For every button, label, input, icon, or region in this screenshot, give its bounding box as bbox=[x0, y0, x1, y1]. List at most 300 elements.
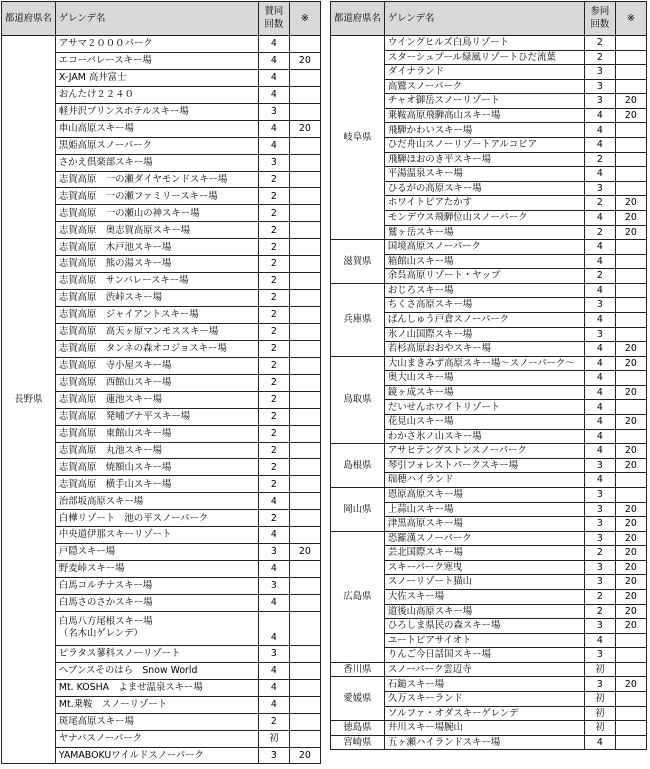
resort-name-cell: アサマ２０００パーク bbox=[55, 36, 258, 53]
count-cell: 3 bbox=[584, 458, 615, 473]
resort-header: ゲレンデ名 bbox=[55, 2, 258, 36]
count-cell: 4 bbox=[258, 52, 289, 69]
note-cell bbox=[289, 340, 320, 357]
note-cell bbox=[289, 459, 320, 476]
count-cell: 2 bbox=[258, 323, 289, 340]
note-cell bbox=[615, 371, 646, 386]
table-row bbox=[331, 531, 647, 546]
resort-name-cell: 白樺リゾート 池の平スノーパーク bbox=[55, 510, 258, 527]
table-row bbox=[331, 283, 647, 298]
count-cell: 初 bbox=[584, 706, 615, 721]
resort-name-cell: YAMABOKUワイルドスノーパーク bbox=[55, 747, 258, 764]
resort-name-cell: 志賀高原 ジャイアントスキー場 bbox=[55, 307, 258, 324]
count-cell: 4 bbox=[258, 527, 289, 544]
resort-name-cell: 飛騨ほおのき平スキー場 bbox=[384, 152, 584, 167]
note-cell bbox=[289, 730, 320, 747]
note-cell bbox=[615, 735, 646, 750]
resort-name-cell: 志賀高原 西館山スキー場 bbox=[55, 374, 258, 391]
count-header: 参同 回数 bbox=[584, 2, 615, 36]
header-row bbox=[2, 2, 321, 36]
prefecture-header: 都道府県名 bbox=[331, 2, 385, 36]
table-row bbox=[331, 36, 647, 51]
note-cell bbox=[289, 36, 320, 53]
count-cell: 4 bbox=[584, 342, 615, 357]
left-resort-table bbox=[1, 1, 321, 764]
note-cell bbox=[289, 323, 320, 340]
count-cell: 3 bbox=[584, 487, 615, 502]
note-cell bbox=[289, 86, 320, 103]
note-cell: 20 bbox=[615, 517, 646, 532]
count-cell: 4 bbox=[584, 473, 615, 488]
note-cell bbox=[289, 137, 320, 154]
resort-name-cell: 鷲ヶ岳スキー場 bbox=[384, 225, 584, 240]
resort-name-cell: 志賀高原 熊の湯スキー場 bbox=[55, 256, 258, 273]
resort-name-cell: 若杉高原おおやスキー場 bbox=[384, 342, 584, 357]
resort-name-cell: スノーパーク雲辺寺 bbox=[384, 662, 584, 677]
note-cell bbox=[615, 254, 646, 269]
note-cell bbox=[289, 222, 320, 239]
count-cell: 4 bbox=[584, 123, 615, 138]
resort-name-cell: 志賀高原 丸池スキー場 bbox=[55, 442, 258, 459]
resort-name-cell: スノーリゾート猫山 bbox=[384, 575, 584, 590]
note-cell bbox=[615, 327, 646, 342]
note-cell: 20 bbox=[615, 108, 646, 123]
count-cell: 4 bbox=[258, 493, 289, 510]
count-cell: 4 bbox=[258, 120, 289, 137]
note-cell bbox=[289, 188, 320, 205]
resort-name-cell: チャオ御岳スノーリゾート bbox=[384, 94, 584, 109]
count-cell: 2 bbox=[258, 476, 289, 493]
count-cell: 2 bbox=[258, 188, 289, 205]
note-cell bbox=[615, 283, 646, 298]
resort-name-cell: ヘブンスそのはら Snow World bbox=[55, 662, 258, 679]
count-cell: 3 bbox=[258, 578, 289, 595]
resort-name-cell: 志賀高原 高天ヶ原マンモススキー場 bbox=[55, 323, 258, 340]
count-cell: 4 bbox=[584, 385, 615, 400]
count-cell: 4 bbox=[584, 415, 615, 430]
count-cell: 4 bbox=[258, 69, 289, 86]
table-row bbox=[331, 444, 647, 459]
note-cell: 20 bbox=[615, 342, 646, 357]
count-cell: 4 bbox=[584, 633, 615, 648]
count-cell: 3 bbox=[584, 94, 615, 109]
resort-name-cell: さかえ倶楽部スキー場 bbox=[55, 154, 258, 171]
count-cell: 2 bbox=[584, 604, 615, 619]
count-cell: 2 bbox=[584, 36, 615, 51]
resort-name-cell: 志賀高原 一の瀬山の神スキー場 bbox=[55, 205, 258, 222]
note-cell bbox=[615, 487, 646, 502]
count-cell: 2 bbox=[258, 256, 289, 273]
note-cell bbox=[289, 290, 320, 307]
resort-name-cell: 恐羅漢スノーパーク bbox=[384, 531, 584, 546]
resort-name-cell: ピラタス蓼科スノーリゾート bbox=[55, 645, 258, 662]
note-cell bbox=[615, 662, 646, 677]
resort-name-cell: 国境高原スノーパーク bbox=[384, 240, 584, 255]
resort-name-cell: 氷ノ山国際スキー場 bbox=[384, 327, 584, 342]
right-resort-table bbox=[330, 1, 647, 750]
count-cell: 2 bbox=[258, 307, 289, 324]
resort-name-cell: 志賀高原 発哺ブナ平スキー場 bbox=[55, 408, 258, 425]
count-cell: 2 bbox=[584, 589, 615, 604]
count-cell: 2 bbox=[584, 50, 615, 65]
prefecture-header: 都道府県名 bbox=[2, 2, 56, 36]
note-cell bbox=[615, 181, 646, 196]
count-cell: 3 bbox=[584, 619, 615, 634]
count-cell: 4 bbox=[584, 356, 615, 371]
note-cell bbox=[615, 648, 646, 663]
prefecture-cell: 広島県 bbox=[331, 531, 385, 662]
note-cell bbox=[289, 273, 320, 290]
note-cell bbox=[289, 357, 320, 374]
table-row bbox=[331, 487, 647, 502]
count-cell: 2 bbox=[258, 239, 289, 256]
resort-name-cell: 津黒高原スキー場 bbox=[384, 517, 584, 532]
count-cell: 4 bbox=[584, 444, 615, 459]
count-cell: 4 bbox=[584, 167, 615, 182]
table-row bbox=[331, 240, 647, 255]
resort-name-cell: 軽井沢プリンスホテルスキー場 bbox=[55, 103, 258, 120]
count-cell: 2 bbox=[584, 546, 615, 561]
count-cell: 2 bbox=[584, 225, 615, 240]
note-cell bbox=[289, 713, 320, 730]
resort-name-cell: 高鷲スノーパーク bbox=[384, 79, 584, 94]
resort-name-cell: 志賀高原 横手山スキー場 bbox=[55, 476, 258, 493]
resort-name-cell: アサヒテングストンスノーパーク bbox=[384, 444, 584, 459]
resort-name-cell: 琴引フォレストパークスキー場 bbox=[384, 458, 584, 473]
count-cell: 初 bbox=[584, 692, 615, 707]
note-cell bbox=[615, 706, 646, 721]
note-cell bbox=[615, 240, 646, 255]
resort-name-cell: 上蒜山スキー場 bbox=[384, 502, 584, 517]
resort-name-cell: 志賀高原 渋峠スキー場 bbox=[55, 290, 258, 307]
count-cell: 3 bbox=[258, 645, 289, 662]
prefecture-cell: 岐阜県 bbox=[331, 36, 385, 240]
count-cell: 3 bbox=[584, 79, 615, 94]
resort-name-cell: 石鎚スキー場 bbox=[384, 677, 584, 692]
note-cell: 20 bbox=[615, 560, 646, 575]
count-cell: 2 bbox=[258, 442, 289, 459]
count-cell: 3 bbox=[584, 298, 615, 313]
note-cell bbox=[289, 476, 320, 493]
resort-name-cell: ホワイトピアたかす bbox=[384, 196, 584, 211]
resort-name-cell: 白馬コルチナスキー場 bbox=[55, 578, 258, 595]
prefecture-cell: 滋賀県 bbox=[331, 240, 385, 284]
count-cell: 2 bbox=[258, 374, 289, 391]
note-cell bbox=[615, 473, 646, 488]
count-cell: 4 bbox=[584, 108, 615, 123]
note-cell bbox=[289, 594, 320, 611]
note-cell: 20 bbox=[615, 575, 646, 590]
resort-name-cell: 恩原高原スキー場 bbox=[384, 487, 584, 502]
count-cell: 3 bbox=[258, 544, 289, 561]
prefecture-cell: 徳島県 bbox=[331, 721, 385, 736]
resort-name-cell: 井川スキー場腕山 bbox=[384, 721, 584, 736]
count-cell: 4 bbox=[258, 36, 289, 53]
resort-name-cell: スキーパーク寒曳 bbox=[384, 560, 584, 575]
note-cell: 20 bbox=[289, 544, 320, 561]
resort-name-cell: ひろしま県民の森スキー場 bbox=[384, 619, 584, 634]
note-cell: 20 bbox=[289, 120, 320, 137]
prefecture-cell: 長野県 bbox=[2, 36, 56, 764]
count-cell: 2 bbox=[258, 357, 289, 374]
resort-name-cell: おんたけ２２４０ bbox=[55, 86, 258, 103]
resort-name-cell: 鏡ヶ成スキー場 bbox=[384, 385, 584, 400]
resort-name-cell: 車山高原スキー場 bbox=[55, 120, 258, 137]
note-cell: 20 bbox=[615, 589, 646, 604]
note-cell bbox=[615, 36, 646, 51]
resort-name-cell: 斑尾高原スキー場 bbox=[55, 713, 258, 730]
resort-name-cell: Mt.乗鞍 スノーリゾート bbox=[55, 696, 258, 713]
resort-name-cell: 白馬八方尾根スキー場 （名木山ゲレンデ） bbox=[55, 611, 258, 645]
count-cell: 初 bbox=[258, 730, 289, 747]
note-cell bbox=[289, 154, 320, 171]
count-cell: 2 bbox=[258, 510, 289, 527]
resort-name-cell: エコーバレースキー場 bbox=[55, 52, 258, 69]
resort-name-cell: 志賀高原 サンバレースキー場 bbox=[55, 273, 258, 290]
note-cell: 20 bbox=[615, 502, 646, 517]
note-cell: 20 bbox=[615, 531, 646, 546]
note-cell bbox=[615, 123, 646, 138]
resort-name-cell: ちくさ高原スキー場 bbox=[384, 298, 584, 313]
resort-name-cell: 余呉高原リゾート・ヤップ bbox=[384, 269, 584, 284]
count-cell: 4 bbox=[258, 561, 289, 578]
note-cell: 20 bbox=[615, 546, 646, 561]
resort-name-cell: 瑞穂ハイランド bbox=[384, 473, 584, 488]
count-cell: 2 bbox=[258, 459, 289, 476]
resort-name-cell: 芸北国際スキー場 bbox=[384, 546, 584, 561]
note-cell bbox=[615, 79, 646, 94]
note-cell bbox=[289, 493, 320, 510]
resort-name-cell: モンデウス飛騨位山スノーパーク bbox=[384, 210, 584, 225]
count-cell: 4 bbox=[584, 371, 615, 386]
count-cell: 4 bbox=[258, 86, 289, 103]
note-cell bbox=[289, 425, 320, 442]
count-cell: 2 bbox=[258, 171, 289, 188]
count-cell: 2 bbox=[258, 273, 289, 290]
count-cell: 2 bbox=[258, 290, 289, 307]
count-cell: 4 bbox=[258, 611, 289, 645]
table-row bbox=[2, 36, 321, 53]
note-cell bbox=[289, 239, 320, 256]
prefecture-cell: 鳥取県 bbox=[331, 356, 385, 443]
count-cell: 4 bbox=[258, 594, 289, 611]
count-cell: 2 bbox=[258, 713, 289, 730]
resort-name-cell: ひだ舟山スノーリゾートアルコピア bbox=[384, 138, 584, 153]
count-cell: 4 bbox=[584, 240, 615, 255]
count-cell: 3 bbox=[258, 103, 289, 120]
note-cell bbox=[615, 65, 646, 80]
resort-name-cell: 志賀高原 タンネの森オコジョスキー場 bbox=[55, 340, 258, 357]
count-cell: 4 bbox=[584, 210, 615, 225]
count-cell: 3 bbox=[584, 560, 615, 575]
note-cell: 20 bbox=[615, 677, 646, 692]
prefecture-cell: 愛媛県 bbox=[331, 677, 385, 721]
count-cell: 4 bbox=[584, 735, 615, 750]
resort-name-cell: 白馬さのさかスキー場 bbox=[55, 594, 258, 611]
count-header: 賛同 回数 bbox=[258, 2, 289, 36]
resort-name-cell: ひるがの高原スキー場 bbox=[384, 181, 584, 196]
count-cell: 4 bbox=[258, 137, 289, 154]
resort-name-cell: 治部坂高原スキー場 bbox=[55, 493, 258, 510]
resort-name-cell: りんご今日話国スキー場 bbox=[384, 648, 584, 663]
count-cell: 3 bbox=[584, 531, 615, 546]
resort-name-cell: 花見山スキー場 bbox=[384, 415, 584, 430]
note-cell bbox=[615, 721, 646, 736]
note-cell: 20 bbox=[615, 458, 646, 473]
count-cell: 3 bbox=[584, 181, 615, 196]
prefecture-cell: 岡山県 bbox=[331, 487, 385, 531]
prefecture-cell: 島根県 bbox=[331, 444, 385, 488]
resort-name-cell: 志賀高原 奥志賀高原スキー場 bbox=[55, 222, 258, 239]
table-row bbox=[331, 662, 647, 677]
resort-name-cell: 久万スキーランド bbox=[384, 692, 584, 707]
note-cell bbox=[289, 611, 320, 645]
note-cell bbox=[289, 391, 320, 408]
table-row bbox=[331, 721, 647, 736]
resort-name-cell: 志賀高原 東館山スキー場 bbox=[55, 425, 258, 442]
note-cell bbox=[615, 633, 646, 648]
note-cell bbox=[289, 307, 320, 324]
resort-name-cell: X-JAM 高井富士 bbox=[55, 69, 258, 86]
resort-name-cell: ウイングヒルズ白鳥リゾート bbox=[384, 36, 584, 51]
note-cell bbox=[615, 50, 646, 65]
count-cell: 4 bbox=[258, 662, 289, 679]
resort-name-cell: 中央道伊那スキーリゾート bbox=[55, 527, 258, 544]
note-cell bbox=[289, 662, 320, 679]
note-cell: 20 bbox=[615, 94, 646, 109]
table-row bbox=[331, 735, 647, 750]
note-header: ※ bbox=[615, 2, 646, 36]
count-cell: 3 bbox=[584, 65, 615, 80]
resort-name-cell: 道後山高原スキー場 bbox=[384, 604, 584, 619]
note-cell bbox=[289, 510, 320, 527]
note-cell bbox=[615, 298, 646, 313]
resort-name-cell: だいせんホワイトリゾート bbox=[384, 400, 584, 415]
note-cell bbox=[289, 256, 320, 273]
resort-name-cell: ユートピアサイオト bbox=[384, 633, 584, 648]
note-cell: 20 bbox=[615, 385, 646, 400]
note-cell bbox=[615, 312, 646, 327]
note-header: ※ bbox=[289, 2, 320, 36]
count-cell: 4 bbox=[584, 254, 615, 269]
count-cell: 初 bbox=[584, 721, 615, 736]
table-row bbox=[331, 356, 647, 371]
resort-name-cell: 箱館山スキー場 bbox=[384, 254, 584, 269]
resort-name-cell: 乗鞍高原飛騨高山スキー場 bbox=[384, 108, 584, 123]
count-cell: 3 bbox=[584, 327, 615, 342]
count-cell: 3 bbox=[258, 154, 289, 171]
note-cell: 20 bbox=[615, 604, 646, 619]
resort-name-cell: 志賀高原 木戸池スキー場 bbox=[55, 239, 258, 256]
count-cell: 3 bbox=[584, 575, 615, 590]
count-cell: 2 bbox=[258, 222, 289, 239]
resort-name-cell: 戸隠スキー場 bbox=[55, 544, 258, 561]
count-cell: 4 bbox=[258, 679, 289, 696]
resort-name-cell: おじろスキー場 bbox=[384, 283, 584, 298]
resort-name-cell: ヤナバスノーパーク bbox=[55, 730, 258, 747]
header-row bbox=[331, 2, 647, 36]
count-cell: 4 bbox=[584, 429, 615, 444]
table-row bbox=[331, 677, 647, 692]
resort-name-cell: Mt. KOSHA よませ温泉スキー場 bbox=[55, 679, 258, 696]
note-cell bbox=[289, 527, 320, 544]
note-cell: 20 bbox=[615, 196, 646, 211]
resort-name-cell: 志賀高原 蓮池スキー場 bbox=[55, 391, 258, 408]
note-cell bbox=[289, 679, 320, 696]
note-cell bbox=[289, 103, 320, 120]
resort-name-cell: 志賀高原 寺小屋スキー場 bbox=[55, 357, 258, 374]
resort-header: ゲレンデ名 bbox=[384, 2, 584, 36]
note-cell bbox=[615, 152, 646, 167]
note-cell bbox=[289, 408, 320, 425]
resort-name-cell: ばんしゅう戸倉スノーパーク bbox=[384, 312, 584, 327]
note-cell bbox=[615, 138, 646, 153]
count-cell: 4 bbox=[584, 312, 615, 327]
resort-name-cell: 志賀高原 一の瀬ダイヤモンドスキー場 bbox=[55, 171, 258, 188]
note-cell bbox=[615, 692, 646, 707]
note-cell bbox=[615, 400, 646, 415]
count-cell: 2 bbox=[258, 340, 289, 357]
note-cell: 20 bbox=[615, 444, 646, 459]
count-cell: 3 bbox=[584, 648, 615, 663]
count-cell: 3 bbox=[584, 502, 615, 517]
count-cell: 2 bbox=[584, 152, 615, 167]
count-cell: 2 bbox=[584, 269, 615, 284]
count-cell: 2 bbox=[258, 408, 289, 425]
prefecture-cell: 宮崎県 bbox=[331, 735, 385, 750]
count-cell: 4 bbox=[584, 400, 615, 415]
count-cell: 2 bbox=[584, 196, 615, 211]
resort-name-cell: 大佐スキー場 bbox=[384, 589, 584, 604]
count-cell: 4 bbox=[584, 283, 615, 298]
note-cell bbox=[289, 69, 320, 86]
count-cell: 3 bbox=[584, 517, 615, 532]
resort-name-cell: スターシュプール緑風リゾートひだ流葉 bbox=[384, 50, 584, 65]
note-cell bbox=[289, 645, 320, 662]
count-cell: 3 bbox=[258, 747, 289, 764]
note-cell: 20 bbox=[615, 210, 646, 225]
resort-name-cell: わかさ氷ノ山スキー場 bbox=[384, 429, 584, 444]
resort-name-cell: 平湯温泉スキー場 bbox=[384, 167, 584, 182]
resort-name-cell: 志賀高原 焼額山スキー場 bbox=[55, 459, 258, 476]
prefecture-cell: 兵庫県 bbox=[331, 283, 385, 356]
note-cell bbox=[615, 269, 646, 284]
note-cell: 20 bbox=[615, 356, 646, 371]
note-cell bbox=[289, 171, 320, 188]
note-cell bbox=[615, 167, 646, 182]
resort-name-cell: ソルファ・オダスキーゲレンデ bbox=[384, 706, 584, 721]
note-cell bbox=[289, 561, 320, 578]
resort-name-cell: 黒姫高原スノーパーク bbox=[55, 137, 258, 154]
note-cell bbox=[615, 429, 646, 444]
count-cell: 初 bbox=[584, 662, 615, 677]
resort-name-cell: 野麦峠スキー場 bbox=[55, 561, 258, 578]
resort-name-cell: 志賀高原 一の瀬ファミリースキー場 bbox=[55, 188, 258, 205]
note-cell bbox=[289, 696, 320, 713]
resort-name-cell: 五ヶ瀬ハイランドスキー場 bbox=[384, 735, 584, 750]
note-cell: 20 bbox=[615, 619, 646, 634]
resort-name-cell: 飛騨かわいスキー場 bbox=[384, 123, 584, 138]
note-cell bbox=[289, 578, 320, 595]
count-cell: 2 bbox=[258, 425, 289, 442]
note-cell: 20 bbox=[615, 415, 646, 430]
resort-name-cell: ダイナランド bbox=[384, 65, 584, 80]
note-cell: 20 bbox=[615, 225, 646, 240]
resort-name-cell: 奥大山スキー場 bbox=[384, 371, 584, 386]
count-cell: 3 bbox=[584, 677, 615, 692]
note-cell bbox=[289, 205, 320, 222]
count-cell: 4 bbox=[584, 138, 615, 153]
